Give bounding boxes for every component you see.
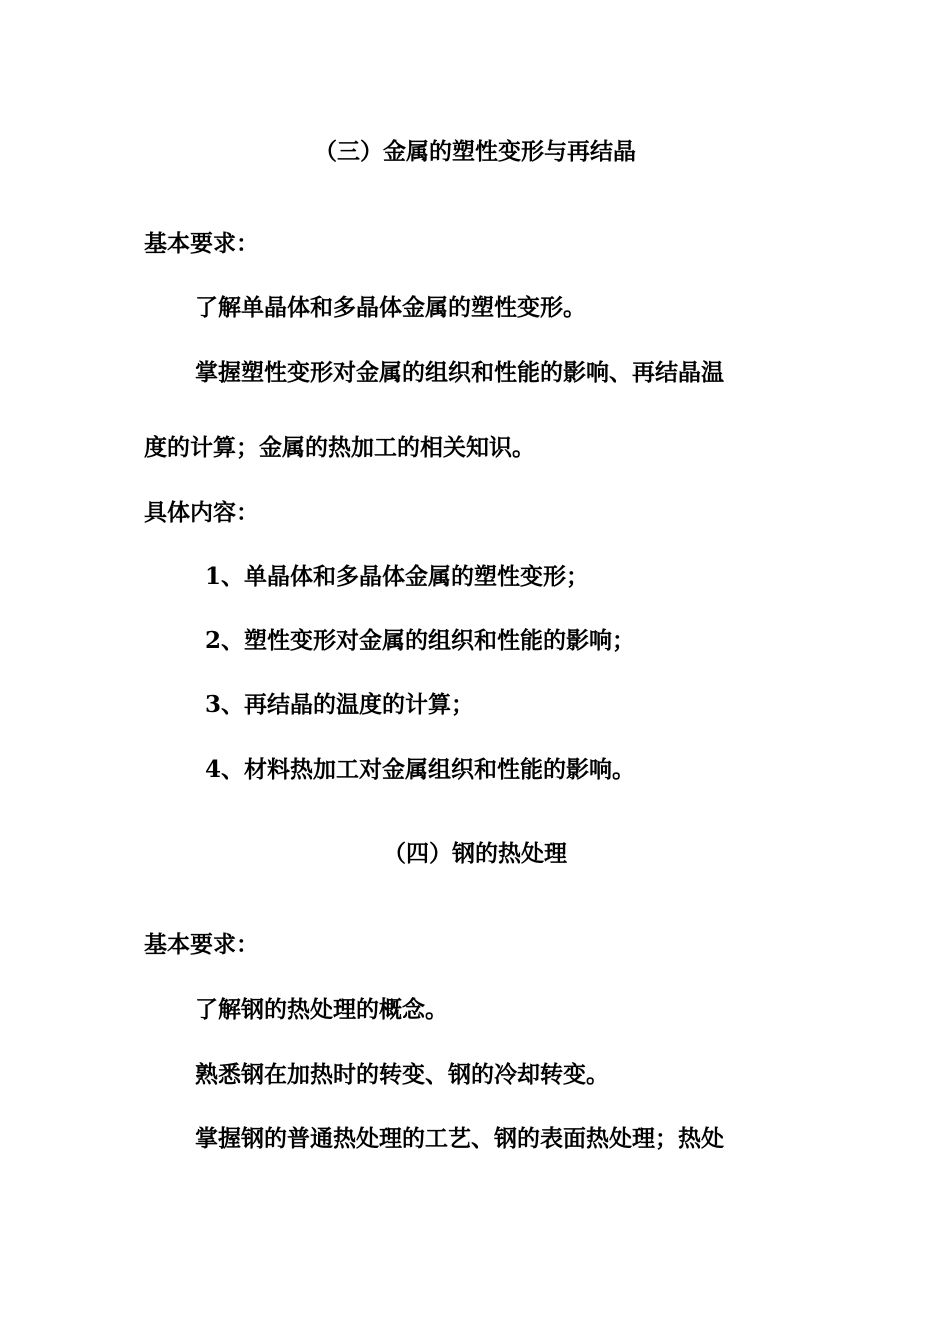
section-3-content-item-3: 3、再结晶的温度的计算； xyxy=(205,691,475,718)
section-3-requirement-1: 了解单晶体和多晶体金属的塑性变形。 xyxy=(195,294,586,321)
section-3-content-item-2: 2、塑性变形对金属的组织和性能的影响； xyxy=(205,627,636,654)
section-4-basic-requirements-label: 基本要求： xyxy=(144,931,259,958)
section-3-title: （三）金属的塑性变形与再结晶 xyxy=(314,138,636,165)
section-3-content-label: 具体内容： xyxy=(144,499,259,526)
section-4-requirement-1: 了解钢的热处理的概念。 xyxy=(195,996,448,1023)
section-4-requirement-3: 掌握钢的普通热处理的工艺、钢的表面热处理；热处 xyxy=(195,1125,724,1152)
section-3-basic-requirements-label: 基本要求： xyxy=(144,230,259,257)
section-3-requirement-2-line-1: 掌握塑性变形对金属的组织和性能的影响、再结晶温 xyxy=(195,359,724,386)
section-4-requirement-2: 熟悉钢在加热时的转变、钢的冷却转变。 xyxy=(195,1061,609,1088)
section-3-content-item-1: 1、单晶体和多晶体金属的塑性变形； xyxy=(205,563,590,590)
section-4-title: （四）钢的热处理 xyxy=(383,840,567,867)
section-3-content-item-4: 4、材料热加工对金属组织和性能的影响。 xyxy=(205,756,636,783)
section-3-requirement-2-line-2: 度的计算；金属的热加工的相关知识。 xyxy=(144,434,535,461)
